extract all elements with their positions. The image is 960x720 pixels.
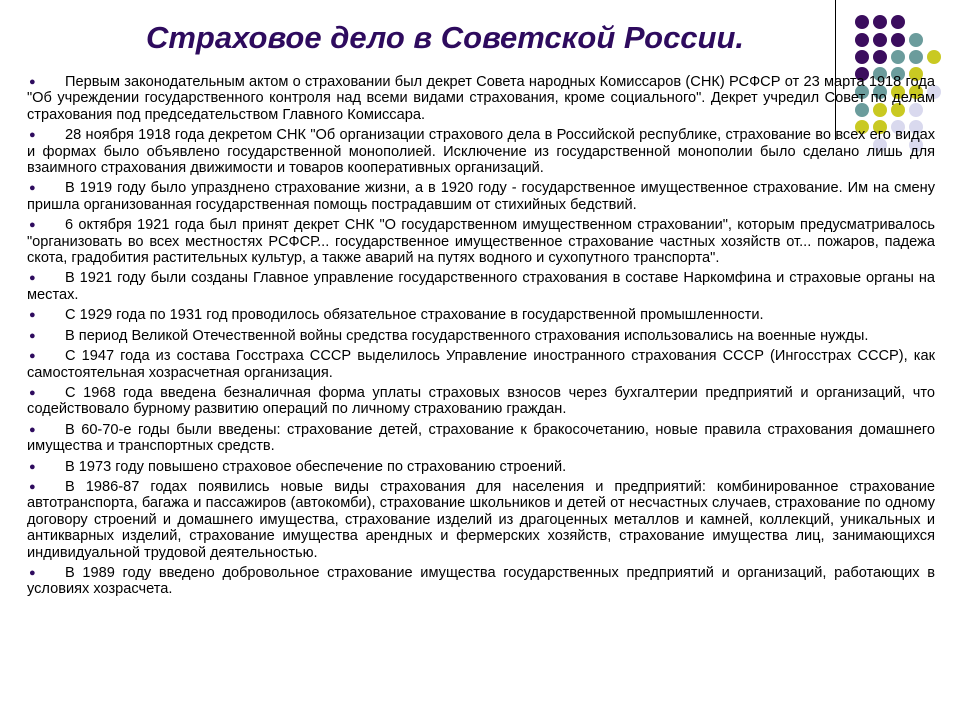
paragraph-text: В 1919 году было упразднено страхование жизни, а в 1920 году - государственное имущественное страхование. Им на смену пришла организованная государственная помощь пострадавшим от стихийных бедствий. [27,180,935,213]
paragraph-text: 6 октября 1921 года был принят декрет СНК "О государственном имущественном страховании", которым предусматривалось "организовать во всех местностях РСФСР... государственное имущественное страхование частных хозяйств от... пожаров, падежа скота, градобития растительных культур, а также аварий на путях водного и сухопутного транспорта". [27,217,935,267]
bullet-paragraph [27,348,935,381]
paragraph-text: С 1968 года введена безналичная форма уплаты страховых взносов через бухгалтерии предприятий и организаций, что содействовало бурному развитию операций по личному страхованию граждан. [27,384,935,418]
bullet-paragraph [27,328,935,344]
bullet-icon: ● [29,182,36,195]
bullet-icon: ● [29,423,36,436]
paragraph-text: В 1989 году введено добровольное страхование имущества государственных предприятий и организаций, работающих в условиях хозрасчета. [27,564,935,598]
bullet-paragraph [27,385,935,418]
bullet-icon: ● [29,329,36,342]
bullet-icon: ● [29,566,36,579]
paragraph-text: В 1973 году повышено страховое обеспечение по страхованию строений. [65,458,567,475]
bullet-paragraph [27,479,935,561]
slide-title: Страховое дело в Советской России. [145,20,745,55]
paragraph-text: В 60-70-е годы были введены: страхование детей, страхование к бракосочетанию, новые правила страхования домашнего имущества и транспортных средств. [27,421,935,455]
paragraph-text: С 1947 года из состава Госстраха СССР выделилось Управление иностранного страхования СССР (Ингосстрах СССР), как самостоятельная хозрасчетная организация. [27,348,935,381]
decorative-dot [927,50,941,64]
slide-body [27,74,935,602]
bullet-icon: ● [29,76,36,88]
bullet-paragraph [27,217,935,266]
decorative-dot [891,50,905,64]
bullet-paragraph [27,127,935,176]
paragraph-text: С 1929 года по 1931 год проводилось обязательное страхование в государственной промышленности. [65,307,764,324]
decorative-dot [909,33,923,47]
paragraph-text: В 1986-87 годах появились новые виды страхования для населения и предприятий: комбинированное страхование автотранспорта, багажа и пассажиров (автокомби), страхование школьников и детей от несчастных случаев, страхование по одному договору строений и домашнего имущества, страхование изделий из драгоценных металлов и камней, коллекций, уникальных и антикварных изделий, страхование имущества арендных и фермерских хозяйств, страхование имущества лиц, занимающихся индивидуальной трудовой деятельностью. [27,478,935,561]
bullet-icon: ● [29,272,36,285]
paragraph-text: В 1921 году были созданы Главное управление государственного страхования в составе Наркомфина и страховые органы на местах. [27,270,935,303]
paragraph-text: Первым законодательным актом о страховании был декрет Совета народных Комиссаров (СНК) РСФСР от 23 марта 1918 года "Об учреждении государственного контроля над всеми видами страхования, кроме социального". Декрет учредил Совет по делам страхования под председательством Главного Комиссара. [27,74,935,123]
bullet-paragraph [27,459,935,475]
bullet-icon: ● [29,309,36,322]
bullet-paragraph [27,74,935,123]
paragraph-text: В период Великой Отечественной войны средства государственного страхования использовались на военные нужды. [65,327,869,344]
paragraph-text: 28 ноября 1918 года декретом СНК "Об организации страхового дела в Российской республике, страхование во всех его видах и формах было объявлено государственной монополией. Исключение из государственной монополии было сделано лишь для взаимного страхования движимости и товаров кооперативных организаций. [27,127,935,177]
bullet-icon: ● [29,219,36,232]
decorative-dot [891,15,905,29]
bullet-icon: ● [29,460,36,473]
bullet-icon: ● [29,350,36,363]
bullet-paragraph [27,422,935,455]
bullet-paragraph [27,565,935,598]
bullet-icon: ● [29,129,36,142]
decorative-dot [891,33,905,47]
decorative-dot [909,50,923,64]
bullet-icon: ● [29,386,36,399]
bullet-paragraph [27,270,935,303]
bullet-paragraph [27,180,935,213]
bullet-paragraph [27,307,935,323]
bullet-icon: ● [29,480,36,493]
